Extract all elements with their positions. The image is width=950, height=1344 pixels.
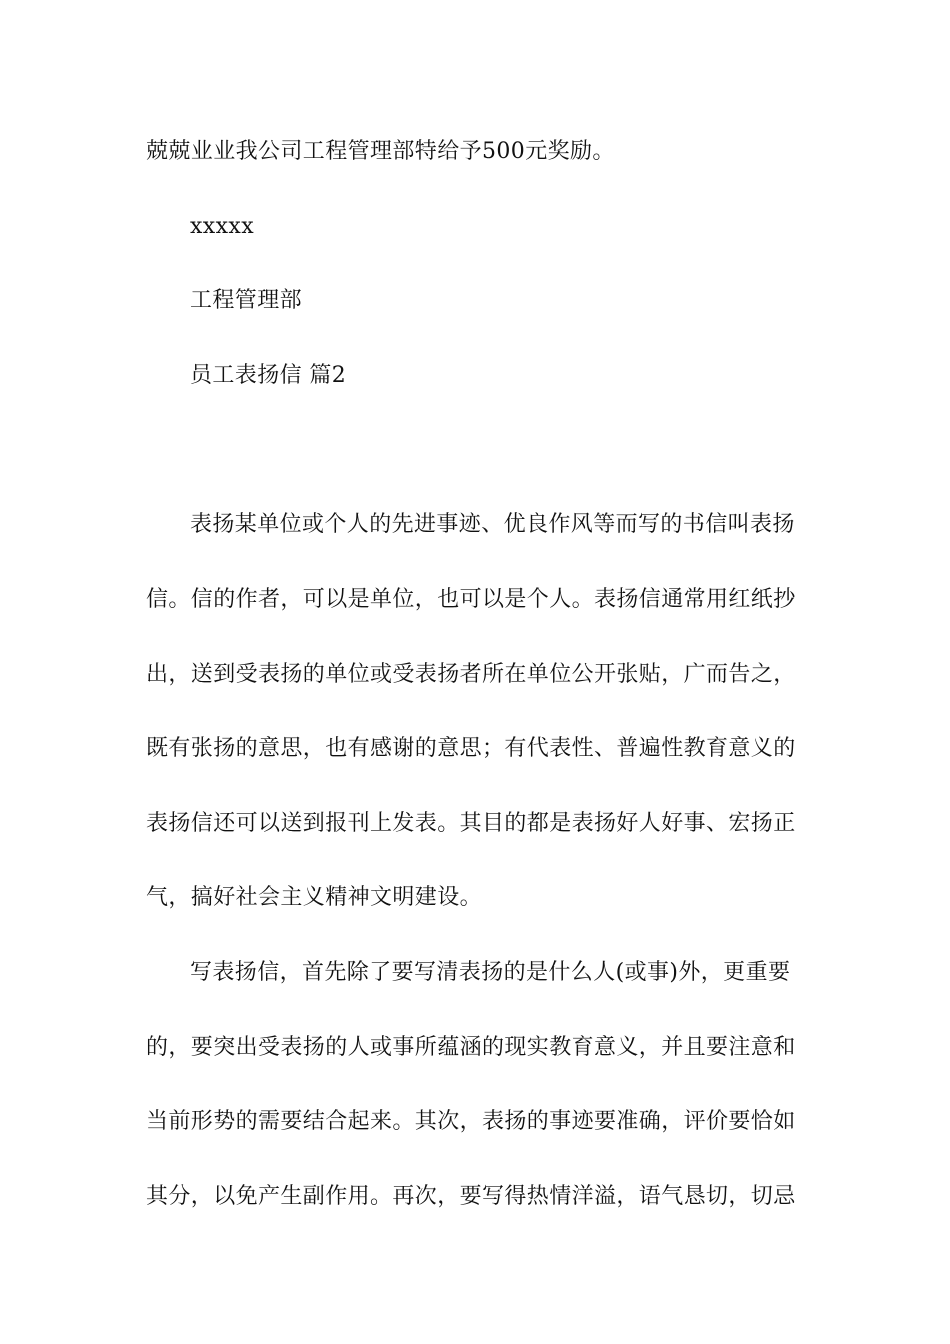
paragraph-line: 表扬信还可以送到报刊上发表。其目的都是表扬好人好事、宏扬正: [146, 811, 796, 836]
paragraph-line: 表扬某单位或个人的先进事迹、优良作风等而写的书信叫表扬: [190, 512, 795, 537]
paragraph-line: 气，搞好社会主义精神文明建设。: [146, 885, 483, 910]
paragraph-line: 出，送到受表扬的单位或受表扬者所在单位公开张贴，广而告之，: [146, 662, 796, 687]
paragraph-line: 的，要突出受表扬的人或事所蕴涵的现实教育意义，并且要注意和: [146, 1035, 796, 1060]
signature-line: xxxxx: [190, 214, 255, 239]
paragraph-line: 写表扬信，首先除了要写清表扬的是什么人(或事)外，更重要: [190, 960, 791, 985]
text-line: 兢兢业业我公司工程管理部特给予500元奖励。: [146, 139, 615, 164]
paragraph-line: 当前形势的需要结合起来。其次，表扬的事迹要准确，评价要恰如: [146, 1109, 796, 1134]
section-heading: 员工表扬信 篇2: [190, 363, 347, 388]
department-line: 工程管理部: [190, 288, 303, 313]
paragraph-line: 其分，以免产生副作用。再次，要写得热情洋溢，语气恳切，切忌: [146, 1184, 796, 1209]
paragraph-line: 既有张扬的意思，也有感谢的意思；有代表性、普遍性教育意义的: [146, 736, 796, 761]
paragraph-line: 信。信的作者，可以是单位，也可以是个人。表扬信通常用红纸抄: [146, 587, 796, 612]
